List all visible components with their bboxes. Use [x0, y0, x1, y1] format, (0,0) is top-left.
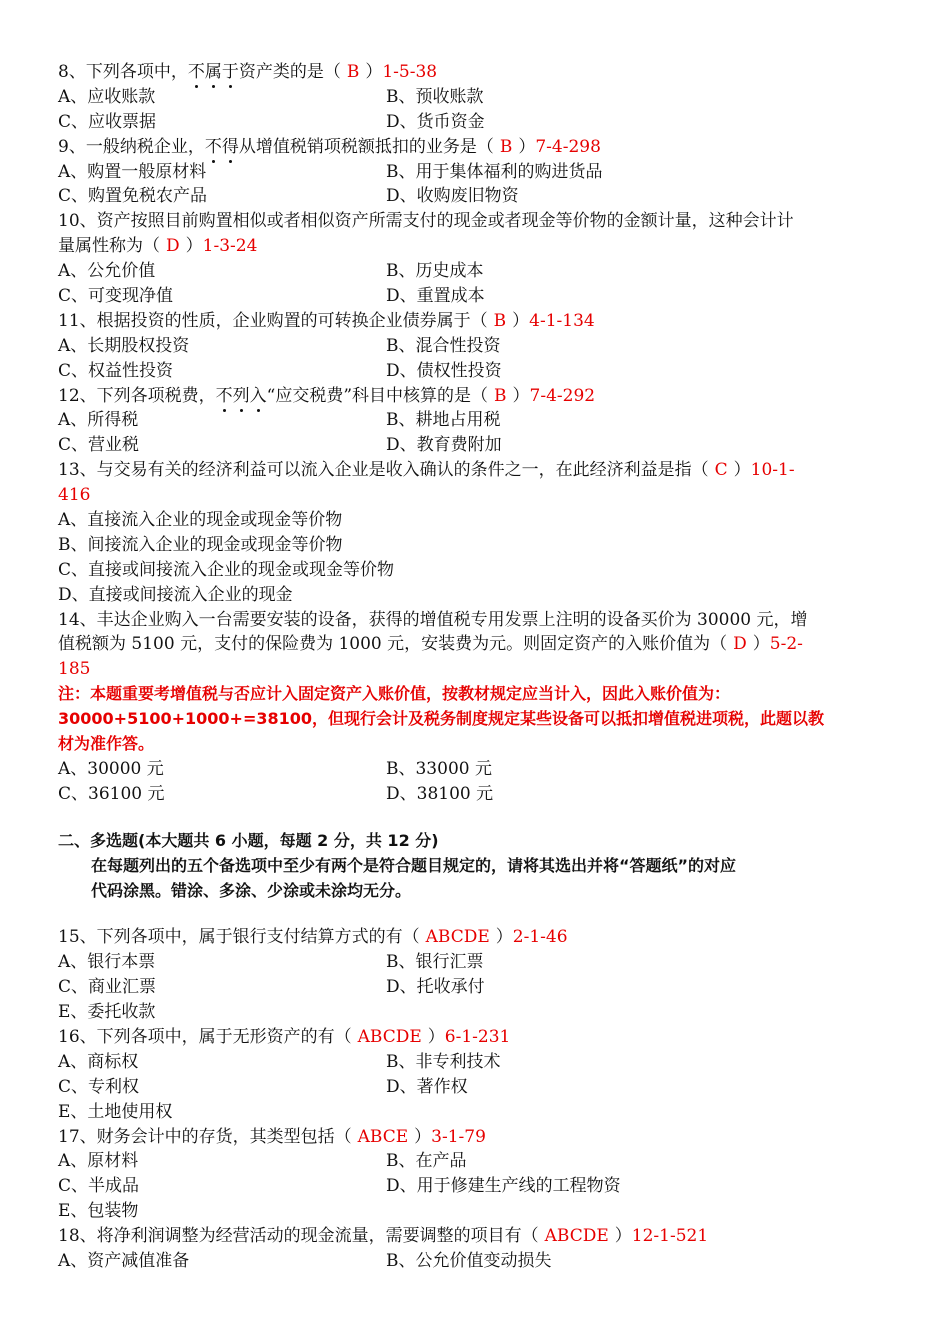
- options-row: [58, 160, 894, 185]
- option-b: B、银行汇票: [386, 952, 484, 973]
- emphasis-char: 不: [215, 385, 233, 406]
- options-row: [58, 757, 894, 782]
- emphasis-char: 不: [204, 136, 222, 157]
- answer: ABCE: [357, 1126, 409, 1147]
- emphasis-char: 列: [232, 385, 250, 406]
- option-d: D、托收承付: [386, 977, 485, 998]
- option-a: A、直接流入企业的现金或现金等价物: [58, 510, 343, 531]
- option-b: B、在产品: [386, 1151, 467, 1172]
- options-row: [58, 1050, 894, 1075]
- question-18: [58, 1224, 894, 1249]
- option-d: D、用于修建生产线的工程物资: [386, 1176, 621, 1197]
- option-a: A、银行本票: [58, 952, 156, 973]
- question-14-cont: [58, 632, 894, 657]
- reference: 5-2-: [769, 634, 803, 655]
- paren-close: ）: [427, 1026, 445, 1047]
- answer: ABCDE: [357, 1026, 422, 1047]
- answer: ABCDE: [425, 927, 490, 948]
- option-d: D、收购废旧物资: [386, 186, 519, 207]
- option-a: A、长期股权投资: [58, 335, 190, 356]
- option-d: D、重置成本: [386, 286, 485, 307]
- reference: 416: [58, 485, 91, 506]
- section-title: 二、多选题(本大题共 6 小题，每题 2 分，共 12 分): [58, 830, 439, 850]
- options-row: [58, 782, 894, 807]
- question-14-ref: [58, 657, 894, 682]
- options-row: [58, 110, 894, 135]
- paren-close: ）: [512, 385, 530, 406]
- reference: 10-1-: [750, 460, 795, 481]
- options-row: [58, 259, 894, 284]
- emphasis-char: 不: [187, 62, 205, 82]
- answer: C: [714, 460, 728, 481]
- note-line: 注：本题重要考增值税与否应计入固定资产入账价值，按教材规定应当计入，因此入账价值为：: [58, 684, 731, 704]
- option-a: A、资产减值准备: [58, 1250, 190, 1271]
- option-b: B、33000 元: [386, 758, 492, 779]
- answer: D: [733, 634, 747, 655]
- option-d: D、38100 元: [386, 783, 494, 804]
- options-row: [58, 975, 894, 1000]
- paren-close: ）: [518, 136, 536, 157]
- reference: 1-3-24: [202, 236, 258, 257]
- answer: ABCDE: [544, 1226, 609, 1247]
- options-row: [58, 85, 894, 110]
- paren-close: ）: [365, 62, 383, 82]
- section-instructions: 在每题列出的五个备选项中至少有两个是符合题目规定的，请将其选出并将“答题纸”的对应: [91, 855, 737, 875]
- emphasis-char: 于: [221, 62, 239, 82]
- question-13: [58, 458, 894, 483]
- reference: 4-1-134: [529, 310, 595, 331]
- option-b: B、历史成本: [386, 261, 484, 282]
- options-row: [58, 408, 894, 433]
- option-c: C、半成品: [58, 1176, 140, 1197]
- answer: B: [499, 136, 513, 157]
- question-16: [58, 1025, 894, 1050]
- question-14: [58, 608, 894, 633]
- exam-page: [58, 60, 894, 1274]
- note-line: 30000+5100+1000+=38100，但现行会计及税务制度规定某些设备可以抵扣增值税进项税，此题以教: [58, 709, 825, 729]
- option-c: C、商业汇票: [58, 977, 157, 998]
- option-d: D、直接或间接流入企业的现金: [58, 584, 293, 605]
- reference: 6-1-231: [444, 1026, 511, 1047]
- options-row: [58, 433, 894, 458]
- option-a: A、商标权: [58, 1051, 139, 1072]
- option-e: E、委托收款: [58, 1002, 156, 1023]
- option-e: E、包装物: [58, 1201, 139, 1222]
- question-text: 值税额为 5100 元，支付的保险费为 1000 元，安装费为元。则固定资产的入账价值为（: [58, 634, 728, 655]
- question-text: 15、下列各项中，属于银行支付结算方式的有（: [58, 927, 420, 948]
- question-text: 从增值税销项税额抵扣的业务是（: [238, 136, 494, 157]
- paren-close: ）: [752, 634, 770, 655]
- options-row: [58, 359, 894, 384]
- option-e: E、土地使用权: [58, 1101, 173, 1122]
- question-text: 12、下列各项税费，: [58, 385, 216, 406]
- options-row: [58, 184, 894, 209]
- options-row: [58, 950, 894, 975]
- option-c: C、权益性投资: [58, 360, 174, 381]
- question-text: 11、根据投资的性质，企业购置的可转换企业债券属于（: [58, 310, 488, 331]
- options-row: [58, 1249, 894, 1274]
- question-text: 17、财务会计中的存货，其类型包括（: [58, 1126, 352, 1147]
- option-d: D、债权性投资: [386, 360, 502, 381]
- options-row: [58, 334, 894, 359]
- answer: B: [494, 385, 507, 406]
- question-11: [58, 309, 894, 334]
- question-9: [58, 135, 894, 160]
- paren-close: ）: [185, 236, 203, 257]
- reference: 3-1-79: [431, 1126, 486, 1147]
- option-b: B、预收账款: [386, 86, 484, 107]
- option-b: B、混合性投资: [386, 335, 501, 356]
- option-d: D、货币资金: [386, 111, 485, 132]
- question-text: 8、下列各项中，: [58, 62, 188, 82]
- note-line: 材为准作答。: [58, 734, 155, 754]
- emphasis-char: 入: [249, 385, 267, 406]
- paren-close: ）: [614, 1226, 632, 1247]
- options-row: [58, 284, 894, 309]
- question-8: [58, 60, 894, 85]
- reference: 1-5-38: [382, 62, 438, 82]
- reference: 185: [58, 659, 91, 680]
- option-b: B、公允价值变动损失: [386, 1250, 552, 1271]
- option-a: A、所得税: [58, 410, 139, 431]
- section-instructions: 代码涂黑。错涂、多涂、少涂或未涂均无分。: [91, 880, 412, 900]
- option-b: B、非专利技术: [386, 1051, 501, 1072]
- question-10-cont: [58, 234, 894, 259]
- emphasis-char: 得: [221, 136, 239, 157]
- paren-close: ）: [495, 927, 513, 948]
- question-17: [58, 1125, 894, 1150]
- question-12: [58, 384, 894, 409]
- question-text: 量属性称为（: [58, 236, 160, 257]
- question-text: 14、丰达企业购入一台需要安装的设备，获得的增值税专用发票上注明的设备买价为 30000 元，增: [58, 609, 808, 630]
- option-c: C、应收票据: [58, 111, 157, 132]
- question-13-cont: [58, 483, 894, 508]
- option-d: D、著作权: [386, 1076, 468, 1097]
- answer: D: [166, 236, 180, 257]
- option-a: A、30000 元: [58, 758, 164, 779]
- answer: B: [346, 62, 360, 82]
- reference: 7-4-298: [535, 136, 601, 157]
- options-row: [58, 1075, 894, 1100]
- option-c: C、直接或间接流入企业的现金或现金等价物: [58, 559, 395, 580]
- spacer: [58, 903, 894, 925]
- option-c: C、36100 元: [58, 783, 165, 804]
- option-c: C、可变现净值: [58, 286, 174, 307]
- paren-close: ）: [414, 1126, 432, 1147]
- question-text: 13、与交易有关的经济利益可以流入企业是收入确认的条件之一，在此经济利益是指（: [58, 460, 709, 481]
- question-text: 16、下列各项中，属于无形资产的有（: [58, 1026, 352, 1047]
- option-b: B、用于集体福利的购进货品: [386, 161, 603, 182]
- question-text: 资产类的是（: [238, 62, 341, 82]
- option-c: C、营业税: [58, 435, 140, 456]
- option-c: C、专利权: [58, 1076, 140, 1097]
- reference: 12-1-521: [631, 1226, 709, 1247]
- question-text: 9、一般纳税企业，: [58, 136, 205, 157]
- option-b: B、耕地占用税: [386, 410, 501, 431]
- option-a: A、应收账款: [58, 86, 156, 107]
- paren-close: ）: [512, 310, 530, 331]
- options-row: [58, 1174, 894, 1199]
- option-a: A、购置一般原材料: [58, 161, 207, 182]
- answer: B: [493, 310, 507, 331]
- question-text: 10、资产按照目前购置相似或者相似资产所需支付的现金或者现金等价物的金额计量，这种会计计: [58, 211, 794, 232]
- question-text: 18、将净利润调整为经营活动的现金流量，需要调整的项目有（: [58, 1226, 539, 1247]
- paren-close: ）: [733, 460, 751, 481]
- question-10: [58, 209, 894, 234]
- option-c: C、购置免税农产品: [58, 186, 208, 207]
- option-a: A、公允价值: [58, 261, 156, 282]
- option-b: B、间接流入企业的现金或现金等价物: [58, 534, 343, 555]
- question-15: [58, 925, 894, 950]
- question-text: “应交税费”科目中核算的是（: [266, 385, 489, 406]
- reference: 7-4-292: [529, 385, 596, 406]
- emphasis-char: 属: [204, 62, 222, 82]
- reference: 2-1-46: [512, 927, 568, 948]
- options-row: [58, 1149, 894, 1174]
- option-a: A、原材料: [58, 1151, 139, 1172]
- option-d: D、教育费附加: [386, 435, 502, 456]
